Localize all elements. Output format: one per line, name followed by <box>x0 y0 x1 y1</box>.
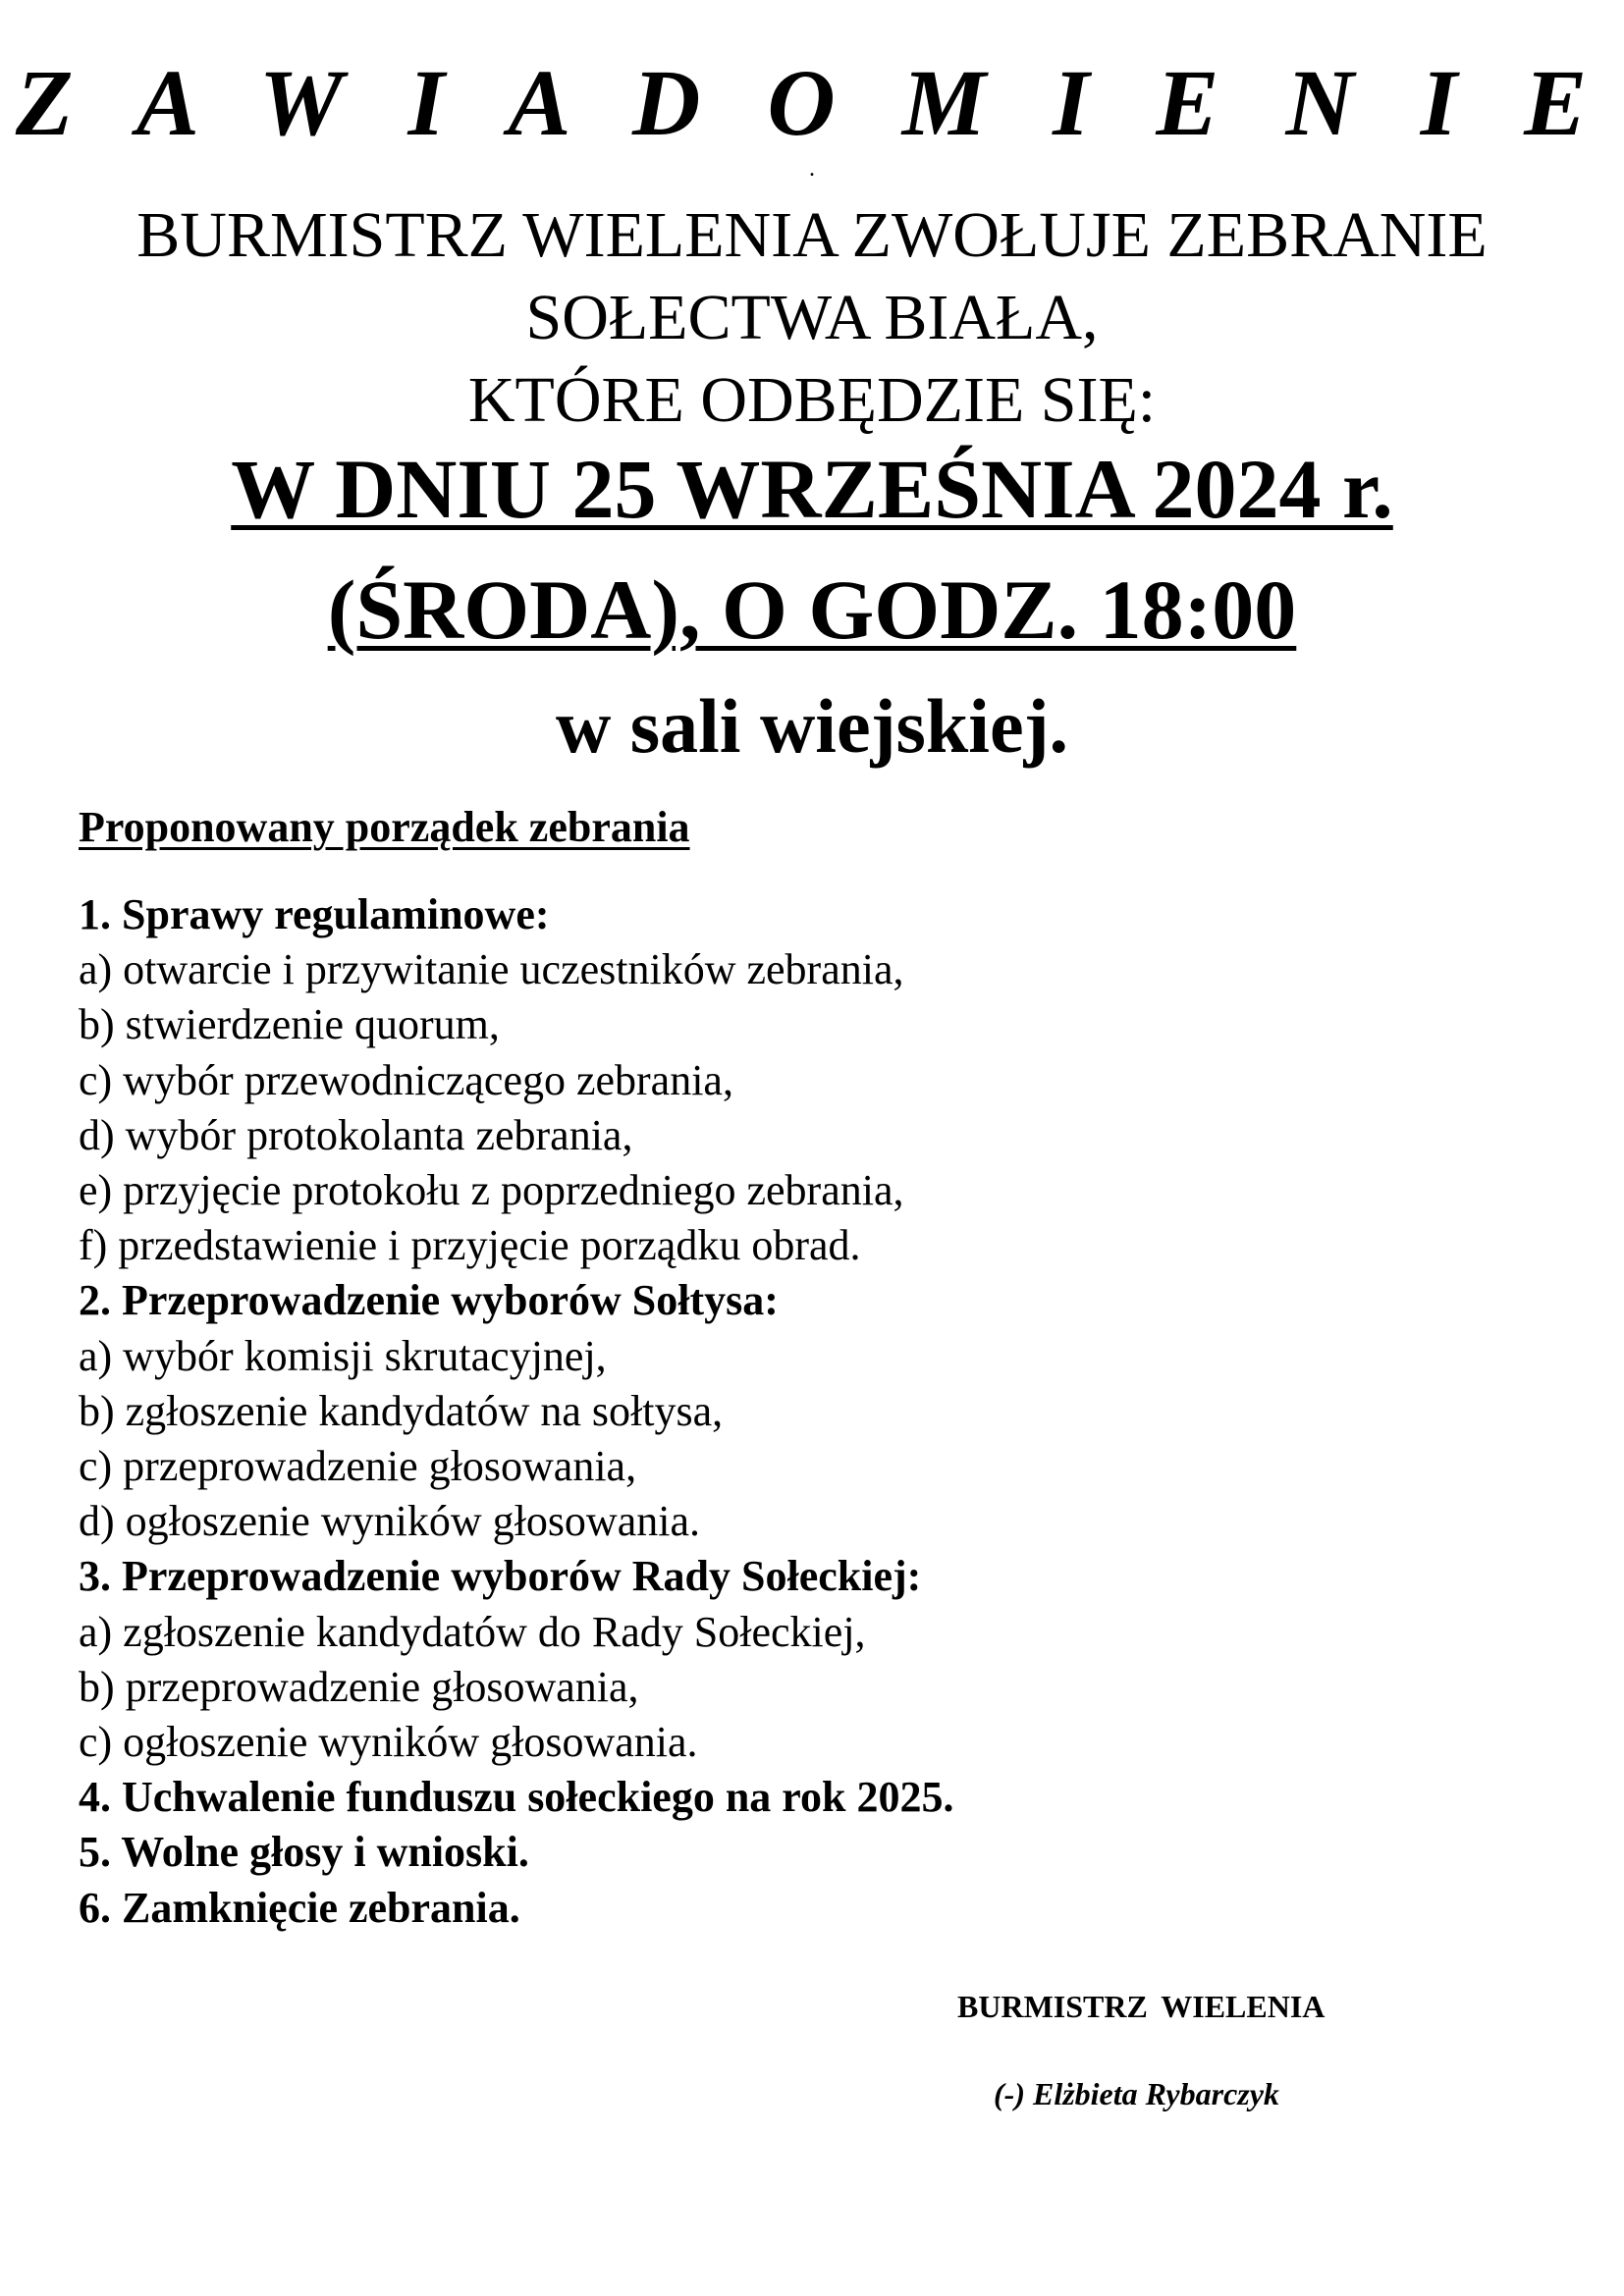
meeting-date-text: W DNIU 25 WRZEŚNIA 2024 r. <box>231 442 1393 536</box>
intro-line: SOŁECTWA BIAŁA, <box>525 282 1099 353</box>
agenda-section-title: 5. Wolne głosy i wnioski. <box>79 1828 529 1877</box>
agenda-item: d) ogłoszenie wyników głosowania. <box>79 1497 700 1546</box>
agenda-section-title: 4. Uchwalenie funduszu sołeckiego na rok 2025. <box>79 1773 954 1822</box>
agenda-item: a) otwarcie i przywitanie uczestników zebrania, <box>79 945 904 994</box>
meeting-time <box>0 561 1624 659</box>
agenda-item: f) przedstawienie i przyjęcie porządku obrad. <box>79 1221 861 1270</box>
intro-line: KTÓRE ODBĘDZIE SIĘ: <box>467 364 1157 436</box>
agenda-item: d) wybór protokolanta zebrania, <box>79 1110 633 1159</box>
agenda-section-title: 3. Przeprowadzenie wyborów Rady Sołeckiej: <box>79 1552 922 1601</box>
agenda-item: c) przeprowadzenie głosowania, <box>79 1442 637 1491</box>
intro-text <box>0 194 1624 442</box>
signature-name: (-) Elżbieta Rybarczyk <box>994 2076 1279 2111</box>
agenda-section-title: 2. Przeprowadzenie wyborów Sołtysa: <box>79 1276 779 1325</box>
agenda-section-title: 6. Zamknięcie zebrania. <box>79 1883 520 1932</box>
agenda-item: a) zgłoszenie kandydatów do Rady Sołeckiej, <box>79 1607 866 1656</box>
agenda-item: c) wybór przewodniczącego zebrania, <box>79 1055 733 1104</box>
meeting-place: w sali wiejskiej. <box>555 683 1069 769</box>
agenda-item: c) ogłoszenie wyników głosowania. <box>79 1718 698 1767</box>
agenda-item: a) wybór komisji skrutacyjnej, <box>79 1331 607 1380</box>
agenda-item: b) stwierdzenie quorum, <box>79 1000 500 1049</box>
agenda-item: b) zgłoszenie kandydatów na sołtysa, <box>79 1386 724 1435</box>
meeting-time-text: (ŚRODA), O GODZ. 18:00 <box>327 562 1297 657</box>
separator-dot: . <box>809 156 815 182</box>
notice-title: Z A W I A D O M I E N I E <box>15 50 1609 155</box>
signature-title: BURMISTRZ WIELENIA <box>957 1989 1326 2024</box>
agenda-section-title: 1. Sprawy regulaminowe: <box>79 890 550 938</box>
agenda-item: b) przeprowadzenie głosowania, <box>79 1662 639 1711</box>
agenda-list <box>79 887 1532 1936</box>
intro-line: BURMISTRZ WIELENIA ZWOŁUJE ZEBRANIE <box>136 199 1488 271</box>
agenda-item: e) przyjęcie protokołu z poprzedniego zebrania, <box>79 1166 904 1215</box>
meeting-date <box>0 440 1624 538</box>
agenda-heading: Proponowany porządek zebrania <box>79 803 690 851</box>
